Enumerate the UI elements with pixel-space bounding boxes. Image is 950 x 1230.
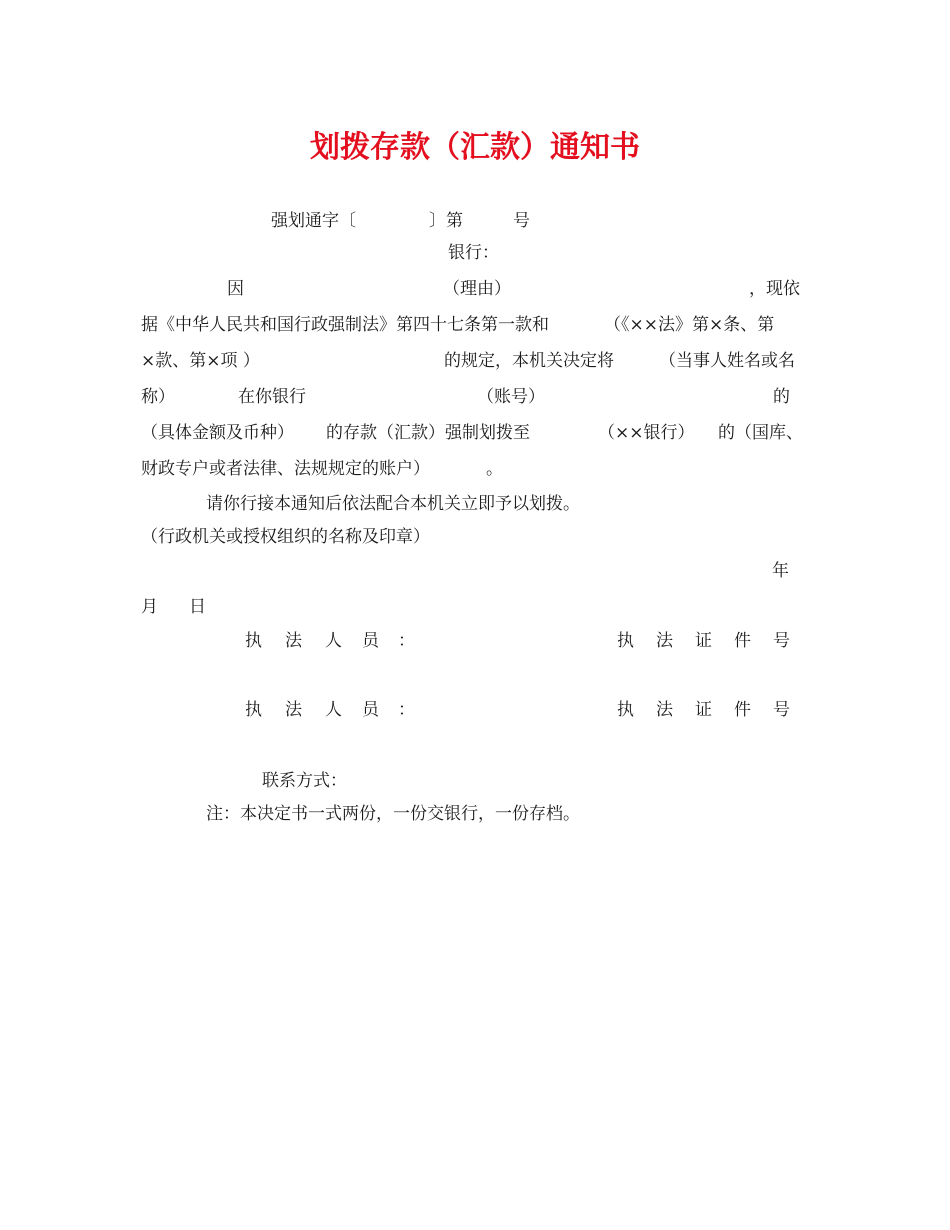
body-name-end: 称）: [141, 387, 175, 407]
cert-label-char: 法: [656, 631, 673, 651]
amount-placeholder: （具体金额及币种）: [141, 423, 294, 443]
target-account-line: 财政专户或者法律、法规规定的账户）: [141, 459, 430, 479]
officer-colon: ：: [398, 700, 415, 720]
date-year: 年: [772, 561, 789, 581]
note-line: 注：本决定书一式两份，一份交银行，一份存档。: [206, 804, 580, 824]
party-placeholder: （当事人姓名或名: [659, 351, 795, 371]
body-deposit-transfer: 的存款（汇款）强制划拨至: [326, 423, 530, 443]
officer-label-char: 人: [325, 700, 342, 720]
cert-label-char: 号: [773, 700, 790, 720]
body-law-line: 据《中华人民共和国行政强制法》第四十七条第一款和: [141, 315, 549, 335]
officer-label-char: 员: [362, 700, 379, 720]
target-account-prefix: 的（国库、: [718, 423, 803, 443]
officer-label-char: 法: [285, 631, 302, 651]
body-at-your-bank: 在你银行: [238, 387, 306, 407]
cert-label-char: 证: [695, 700, 712, 720]
body-provision: 的规定，本机关决定将: [444, 351, 614, 371]
officer-colon: ：: [398, 631, 415, 651]
request-paragraph: 请你行接本通知后依法配合本机关立即予以划拨。: [206, 494, 580, 514]
officer-label-char: 员: [362, 631, 379, 651]
cert-label-char: 执: [617, 700, 634, 720]
document-title: 划拨存款（汇款）通知书: [310, 130, 640, 165]
cert-label-char: 件: [734, 700, 751, 720]
officer-label-char: 执: [245, 700, 262, 720]
law-placeholder: （《××法》第×条、第: [604, 315, 775, 335]
doc-number-bracket-close: 〕第: [429, 211, 463, 231]
body-of: 的: [773, 387, 790, 407]
doc-number-prefix: 强划通字〔: [271, 211, 356, 231]
date-day: 日: [189, 597, 206, 617]
officer-label-char: 执: [245, 631, 262, 651]
cert-label-char: 件: [734, 631, 751, 651]
cert-label-char: 证: [695, 631, 712, 651]
cert-label-char: 法: [656, 700, 673, 720]
doc-number-suffix: 号: [513, 211, 530, 231]
bank-line: 银行：: [448, 243, 499, 263]
reason-placeholder: （理由）: [443, 279, 511, 299]
account-placeholder: （账号）: [477, 387, 545, 407]
contact-line: 联系方式：: [262, 771, 347, 791]
clause-item: ×款、第×项 ）: [141, 351, 260, 371]
issuer-line: （行政机关或授权组织的名称及印章）: [141, 527, 430, 547]
officer-label-char: 法: [285, 700, 302, 720]
officer-label-char: 人: [325, 631, 342, 651]
cert-label-char: 号: [773, 631, 790, 651]
body-because: 因: [227, 279, 244, 299]
body-now-based: ，现依: [749, 279, 800, 299]
date-month: 月: [141, 597, 158, 617]
cert-label-char: 执: [617, 631, 634, 651]
body-period: 。: [486, 459, 503, 479]
target-bank-placeholder: （××银行）: [598, 423, 695, 443]
